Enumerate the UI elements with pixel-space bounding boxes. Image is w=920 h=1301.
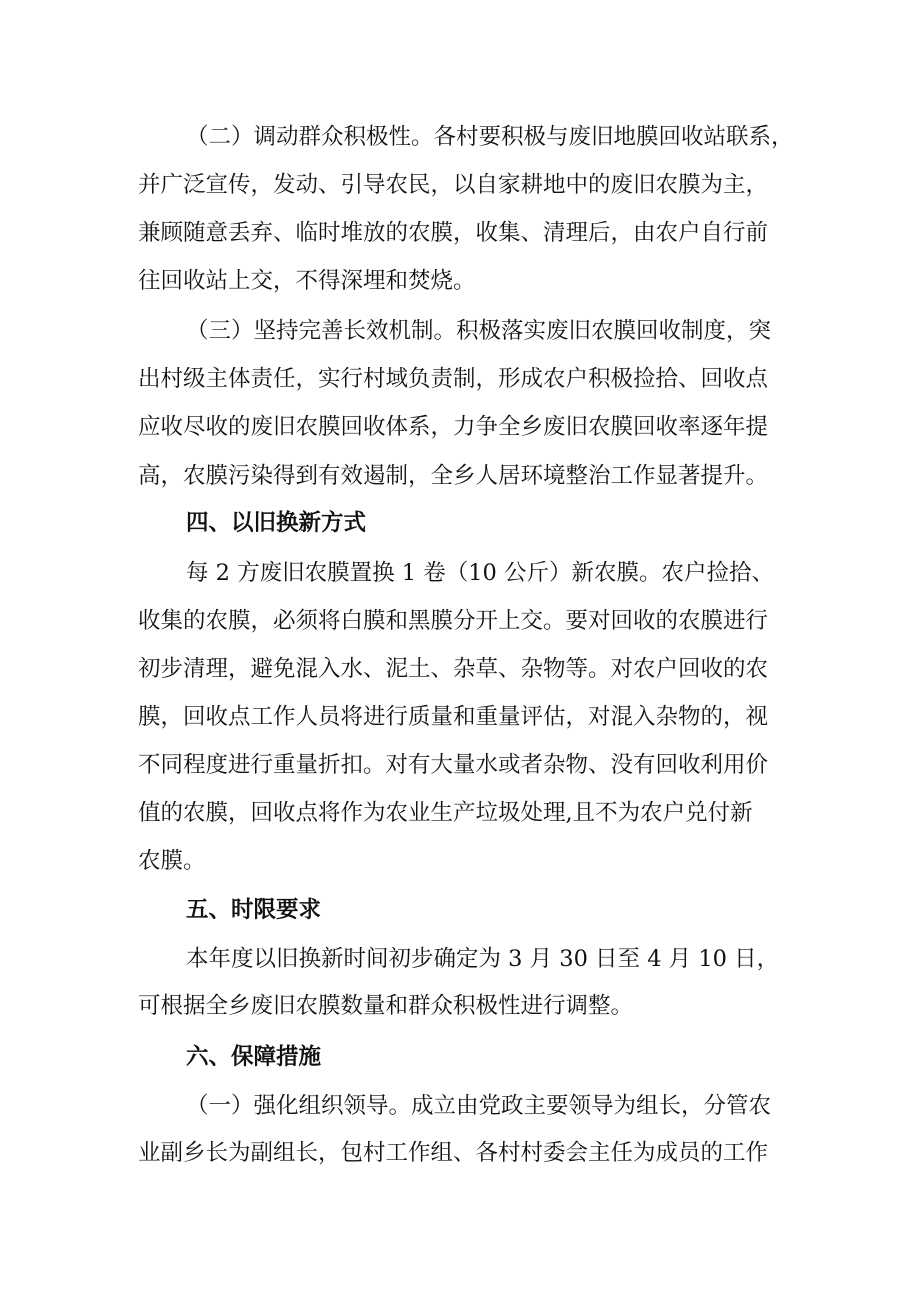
paragraph-line: 兼顾随意丢弃、临时堆放的农膜，收集、清理后，由农户自行前 [138, 220, 769, 246]
paragraph-line: 农膜。 [138, 848, 206, 874]
paragraph-line: 不同程度进行重量折扣。对有大量水或者杂物、没有回收利用价 [138, 752, 769, 778]
paragraph-line: 高，农膜污染得到有效遏制，全乡人居环境整治工作显著提升。 [138, 463, 769, 489]
paragraph-line: 并广泛宣传，发动、引导农民，以自家耕地中的废旧农膜为主， [138, 172, 769, 198]
paragraph-line: 初步清理，避免混入水、泥土、杂草、杂物等。对农户回收的农 [138, 656, 769, 682]
paragraph-line: 收集的农膜，必须将白膜和黑膜分开上交。要对回收的农膜进行 [138, 608, 769, 634]
paragraph-line: 可根据全乡废旧农膜数量和群众积极性进行调整。 [138, 993, 634, 1019]
paragraph-line: 往回收站上交，不得深埋和焚烧。 [138, 268, 476, 294]
paragraph-line: 出村级主体责任，实行村域负责制，形成农户积极捡拾、回收点 [138, 366, 769, 392]
paragraph-line: 每 2 方废旧农膜置换 1 卷（10 公斤）新农膜。农户捡拾、 [186, 560, 775, 586]
paragraph-line: 膜，回收点工作人员将进行质量和重量评估，对混入杂物的，视 [138, 704, 769, 730]
section-heading-6: 六、保障措施 [186, 1044, 322, 1070]
paragraph-line: （三）坚持完善长效机制。积极落实废旧农膜回收制度，突 [186, 318, 772, 344]
paragraph-line: （一）强化组织领导。成立由党政主要领导为组长，分管农 [186, 1093, 772, 1119]
paragraph-line: 应收尽收的废旧农膜回收体系，力争全乡废旧农膜回收率逐年提 [138, 414, 769, 440]
paragraph-line: 业副乡长为副组长，包村工作组、各村村委会主任为成员的工作 [138, 1140, 769, 1166]
paragraph-line: （二）调动群众积极性。各村要积极与废旧地膜回收站联系， [186, 124, 794, 150]
paragraph-line: 本年度以旧换新时间初步确定为 3 月 30 日至 4 月 10 日， [186, 946, 780, 972]
paragraph-line: 值的农膜，回收点将作为农业生产垃圾处理,且不为农户兑付新 [138, 800, 753, 826]
section-heading-5: 五、时限要求 [186, 897, 322, 923]
section-heading-4: 四、以旧换新方式 [186, 510, 367, 536]
